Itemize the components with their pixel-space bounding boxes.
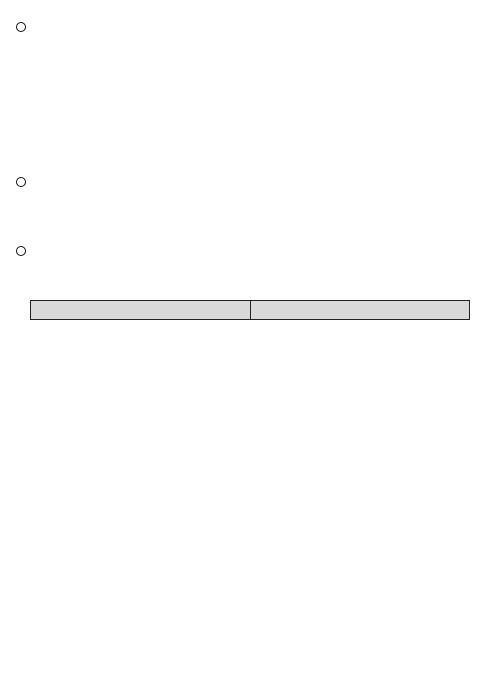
circle-bullet-icon xyxy=(16,246,26,256)
recommend-heading xyxy=(16,246,32,256)
header-details xyxy=(250,301,470,320)
circle-bullet-icon xyxy=(16,177,26,187)
process-heading xyxy=(16,22,32,32)
circle-bullet-icon xyxy=(16,22,26,32)
recommend-criteria-table xyxy=(30,300,470,320)
header-target xyxy=(31,301,251,320)
table-header-row xyxy=(31,301,470,320)
criteria-heading xyxy=(16,177,32,187)
